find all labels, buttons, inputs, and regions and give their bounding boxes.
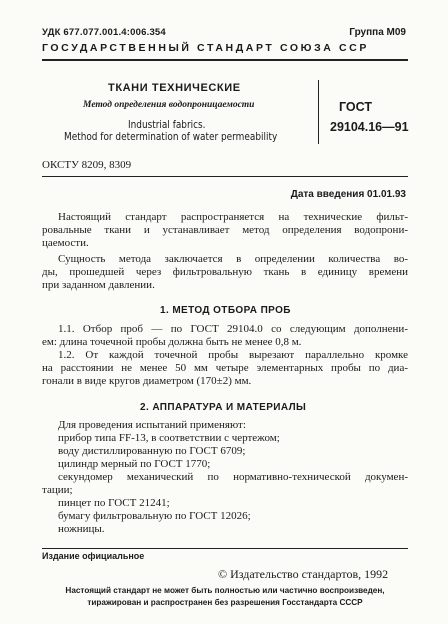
reproduction-notice-line2: тиражирован и распространен без разрешения Госстандарта СССР [87,598,363,607]
section2-list [42,419,408,536]
udk-code: УДК 677.077.001.4:006.354 [42,27,166,38]
group-code: Группа М09 [349,27,406,38]
equipment-item: воду дистиллированную по ГОСТ 6709; [58,445,246,457]
equipment-item: пинцет по ГОСТ 21241; [58,497,170,509]
equipment-item: бумагу фильтровальную по ГОСТ 12026; [58,510,251,522]
intro-paragraph [42,211,408,250]
reproduction-notice-line1: Настоящий стандарт не может быть полностью или частично воспроизведен, [65,586,385,595]
section1-line: 1.1. Отбор проб — по ГОСТ 29104.0 со следующим дополнени- [58,323,408,335]
section1-line: на расстоянии не менее 50 мм четыре элементарных пробы по диа- [42,362,408,374]
equipment-item: цилиндр мерный по ГОСТ 1770; [58,458,211,470]
equipment-item: секундомер механический по нормативно-технической докумен- [58,471,408,483]
organization-title: ГОСУДАРСТВЕННЫЙ СТАНДАРТ СОЮЗА ССР [42,42,369,54]
section1-line: гонали в виде кругов диаметром (170±2) мм. [42,375,252,387]
official-edition: Издание официальное [42,551,145,561]
footer-rule [42,548,408,549]
header-rule [42,59,408,61]
title-divider [318,80,319,144]
introduction-date: Дата введения 01.01.93 [290,189,406,200]
essence-line: при заданном давлении. [42,279,155,291]
essence-line: ды, прошедшей через фильтровальную ткань в единицу времени [42,266,408,278]
section2-heading: 2. АППАРАТУРА И МАТЕРИАЛЫ [140,402,307,413]
gost-number: 29104.16—91 [330,120,409,134]
english-title-line2: Method for determination of water permeability [64,131,278,143]
essence-line: Сущность метода заключается в определении количества во- [58,253,408,265]
intro-line: Настоящий стандарт распространяется на технические фильт- [58,211,408,223]
intro-line: ровальные ткани и устанавливает метод определения водопрони- [42,224,408,236]
equipment-item: тации; [42,484,73,496]
equipment-item: ножницы. [58,523,105,535]
english-title-line1: Industrial fabrics. [128,119,206,131]
section2-lead: Для проведения испытаний применяют: [58,419,246,431]
section1-paragraph-1 [42,323,408,349]
okstu-code: ОКСТУ 8209, 8309 [42,159,132,171]
document-title: ТКАНИ ТЕХНИЧЕСКИЕ [108,82,241,94]
equipment-item: прибор типа FF-13, в соответствии с чертежом; [58,432,280,444]
intro-line: цаемости. [42,237,89,249]
gost-label: ГОСТ [339,100,372,114]
section1-paragraph-2 [42,349,408,388]
document-subtitle: Метод определения водопроницаемости [83,100,255,110]
section1-line: 1.2. От каждой точечной пробы вырезают параллельно кромке [58,349,408,361]
essence-paragraph [42,253,408,292]
section1-heading: 1. МЕТОД ОТБОРА ПРОБ [160,305,291,316]
okstu-rule [42,176,408,177]
section1-line: ем: длина точечной пробы должна быть не менее 0,8 м. [42,336,302,348]
copyright: © Издательство стандартов, 1992 [218,567,389,581]
